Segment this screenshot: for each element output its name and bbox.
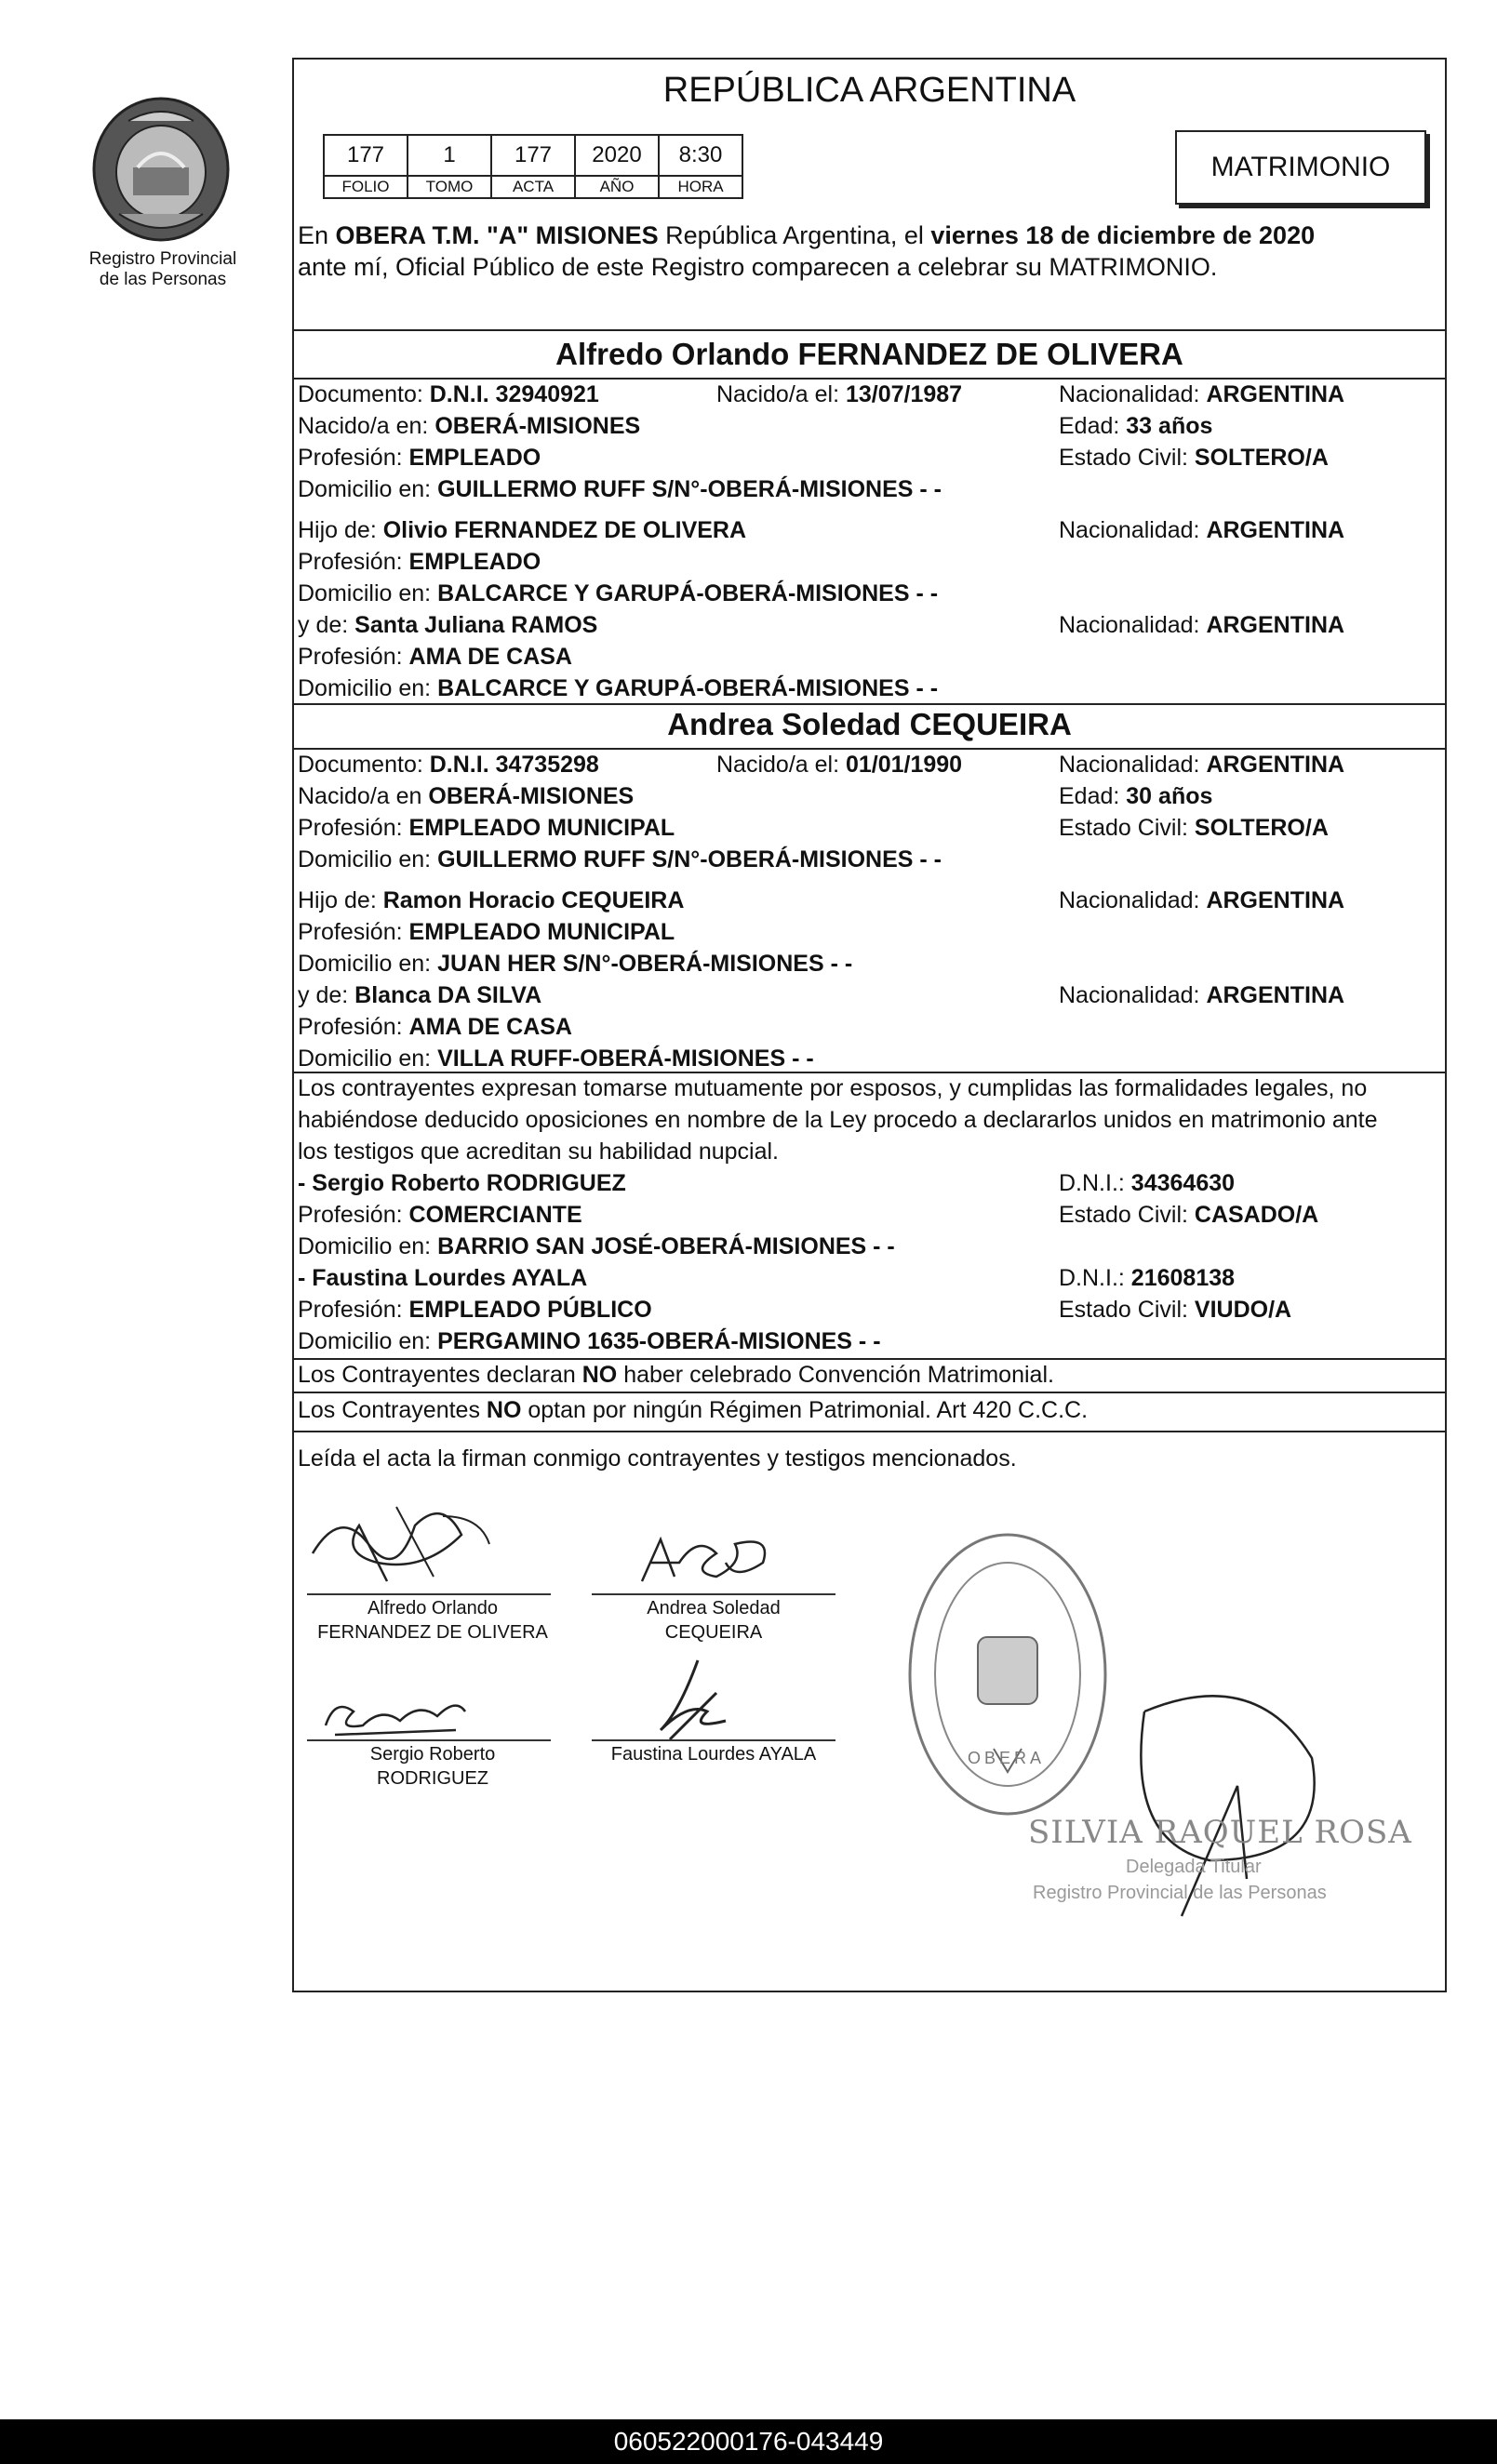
bride-age: Edad: 30 años bbox=[1059, 783, 1213, 809]
bride-father-address: Domicilio en: JUAN HER S/N°-OBERÁ-MISIONES - - bbox=[298, 951, 853, 977]
page-title: REPÚBLICA ARGENTINA bbox=[662, 71, 1076, 110]
folio-value: 177 bbox=[324, 135, 408, 176]
bride-name: Andrea Soledad CEQUEIRA bbox=[667, 707, 1072, 741]
convention-statement: Los Contrayentes declaran NO haber celebrado Convención Matrimonial. bbox=[298, 1362, 1054, 1388]
barcode-number: 060522000176-043449 bbox=[0, 2419, 1497, 2464]
signature-bride bbox=[633, 1525, 782, 1591]
groom-father-address: Domicilio en: BALCARCE Y GARUPÁ-OBERÁ-MISIONES - - bbox=[298, 580, 939, 606]
groom-father: Hijo de: Olivio FERNANDEZ DE OLIVERA bbox=[298, 517, 747, 543]
signature-line bbox=[592, 1593, 835, 1595]
bride-address: Domicilio en: GUILLERMO RUFF S/N°-OBERÁ-MISIONES - - bbox=[298, 846, 942, 872]
regime-statement: Los Contrayentes NO optan por ningún Régimen Patrimonial. Art 420 C.C.C. bbox=[298, 1397, 1089, 1423]
bride-birthplace: Nacido/a en OBERÁ-MISIONES bbox=[298, 783, 635, 809]
witness1-civil-status: Estado Civil: CASADO/A bbox=[1059, 1202, 1319, 1228]
groom-profession: Profesión: EMPLEADO bbox=[298, 445, 541, 471]
witness2-address: Domicilio en: PERGAMINO 1635-OBERÁ-MISIONES - - bbox=[298, 1328, 881, 1354]
bride-father-nationality: Nacionalidad: ARGENTINA bbox=[1059, 887, 1345, 913]
groom-father-profession: Profesión: EMPLEADO bbox=[298, 549, 541, 575]
witness1-name: - Sergio Roberto RODRIGUEZ bbox=[298, 1170, 626, 1196]
groom-mother-nationality: Nacionalidad: ARGENTINA bbox=[1059, 612, 1345, 638]
anio-value: 2020 bbox=[575, 135, 659, 176]
official-title: Delegada Titular bbox=[1126, 1857, 1262, 1877]
divider bbox=[292, 1072, 1447, 1073]
divider bbox=[292, 1358, 1447, 1360]
intro-line-1: En OBERA T.M. "A" MISIONES República Argentina, el viernes 18 de diciembre de 2020 bbox=[298, 221, 1316, 249]
bride-father: Hijo de: Ramon Horacio CEQUEIRA bbox=[298, 887, 685, 913]
official-stamp-city: OBERA bbox=[968, 1749, 1046, 1767]
groom-age: Edad: 33 años bbox=[1059, 413, 1213, 439]
witness2-profession: Profesión: EMPLEADO PÚBLICO bbox=[298, 1297, 652, 1323]
bride-mother-profession: Profesión: AMA DE CASA bbox=[298, 1014, 572, 1040]
province-seal-logo bbox=[82, 93, 240, 251]
bride-profession: Profesión: EMPLEADO MUNICIPAL bbox=[298, 815, 675, 841]
groom-name: Alfredo Orlando FERNANDEZ DE OLIVERA bbox=[555, 337, 1183, 371]
declaration-line-1: Los contrayentes expresan tomarse mutuamente por esposos, y cumplidas las formalidades legales, no bbox=[298, 1075, 1368, 1101]
registry-table bbox=[323, 134, 743, 199]
groom-address: Domicilio en: GUILLERMO RUFF S/N°-OBERÁ-MISIONES - - bbox=[298, 476, 942, 502]
groom-birthplace: Nacido/a en: OBERÁ-MISIONES bbox=[298, 413, 641, 439]
groom-birthdate: Nacido/a el: 13/07/1987 bbox=[716, 381, 963, 407]
bride-nationality: Nacionalidad: ARGENTINA bbox=[1059, 752, 1345, 778]
bride-mother-nationality: Nacionalidad: ARGENTINA bbox=[1059, 982, 1345, 1008]
closing-statement: Leída el acta la firman conmigo contrayentes y testigos mencionados. bbox=[298, 1445, 1017, 1472]
tomo-value: 1 bbox=[408, 135, 491, 176]
signature-line bbox=[307, 1739, 551, 1741]
bride-father-profession: Profesión: EMPLEADO MUNICIPAL bbox=[298, 919, 675, 945]
acta-label: ACTA bbox=[491, 176, 575, 198]
tomo-label: TOMO bbox=[408, 176, 491, 198]
witness2-civil-status: Estado Civil: VIUDO/A bbox=[1059, 1297, 1292, 1323]
signature-bride-caption: Andrea Soledad CEQUEIRA bbox=[647, 1598, 781, 1643]
signature-line bbox=[592, 1739, 835, 1741]
bride-mother-address: Domicilio en: VILLA RUFF-OBERÁ-MISIONES - - bbox=[298, 1046, 814, 1072]
groom-civil-status: Estado Civil: SOLTERO/A bbox=[1059, 445, 1329, 471]
bride-mother: y de: Blanca DA SILVA bbox=[298, 982, 542, 1008]
divider bbox=[292, 703, 1447, 705]
doc-type-box: MATRIMONIO bbox=[1175, 130, 1426, 205]
groom-mother: y de: Santa Juliana RAMOS bbox=[298, 612, 598, 638]
witness2-name: - Faustina Lourdes AYALA bbox=[298, 1265, 588, 1291]
witness1-profession: Profesión: COMERCIANTE bbox=[298, 1202, 582, 1228]
official-office: Registro Provincial de las Personas bbox=[1033, 1883, 1327, 1903]
bride-civil-status: Estado Civil: SOLTERO/A bbox=[1059, 815, 1329, 841]
signature-witness2 bbox=[642, 1656, 744, 1744]
intro-line-2: ante mí, Oficial Público de este Registro comparecen a celebrar su MATRIMONIO. bbox=[298, 253, 1218, 281]
witness1-address: Domicilio en: BARRIO SAN JOSÉ-OBERÁ-MISIONES - - bbox=[298, 1233, 895, 1259]
signature-line bbox=[307, 1593, 551, 1595]
bride-document: Documento: D.N.I. 34735298 bbox=[298, 752, 599, 778]
official-round-stamp bbox=[901, 1525, 1115, 1823]
declaration-line-3: los testigos que acreditan su habilidad nupcial. bbox=[298, 1139, 780, 1165]
groom-mother-address: Domicilio en: BALCARCE Y GARUPÁ-OBERÁ-MISIONES - - bbox=[298, 675, 939, 701]
hora-value: 8:30 bbox=[659, 135, 742, 176]
folio-label: FOLIO bbox=[324, 176, 408, 198]
signature-groom bbox=[303, 1488, 517, 1591]
signature-witness1 bbox=[316, 1688, 474, 1744]
witness2-dni: D.N.I.: 21608138 bbox=[1059, 1265, 1236, 1291]
divider bbox=[292, 1431, 1447, 1432]
hora-label: HORA bbox=[659, 176, 742, 198]
groom-document: Documento: D.N.I. 32940921 bbox=[298, 381, 599, 407]
witness1-dni: D.N.I.: 34364630 bbox=[1059, 1170, 1236, 1196]
divider bbox=[292, 378, 1447, 380]
divider bbox=[292, 1392, 1447, 1393]
acta-value: 177 bbox=[491, 135, 575, 176]
declaration-line-2: habiéndose deducido oposiciones en nombre de la Ley procedo a declararlos unidos en matrimonio ante bbox=[298, 1107, 1378, 1133]
official-name: SILVIA RAQUEL ROSA bbox=[1028, 1814, 1412, 1851]
groom-father-nationality: Nacionalidad: ARGENTINA bbox=[1059, 517, 1345, 543]
signature-witness1-caption: Sergio Roberto RODRIGUEZ bbox=[369, 1744, 496, 1789]
groom-nationality: Nacionalidad: ARGENTINA bbox=[1059, 381, 1345, 407]
groom-mother-profession: Profesión: AMA DE CASA bbox=[298, 644, 572, 670]
logo-caption: Registro Provincial de las Personas bbox=[88, 249, 237, 289]
signature-witness2-caption: Faustina Lourdes AYALA bbox=[610, 1744, 817, 1765]
anio-label: AÑO bbox=[575, 176, 659, 198]
divider bbox=[292, 748, 1447, 750]
signature-groom-caption: Alfredo Orlando FERNANDEZ DE OLIVERA bbox=[317, 1598, 548, 1643]
divider bbox=[292, 329, 1447, 331]
bride-birthdate: Nacido/a el: 01/01/1990 bbox=[716, 752, 963, 778]
